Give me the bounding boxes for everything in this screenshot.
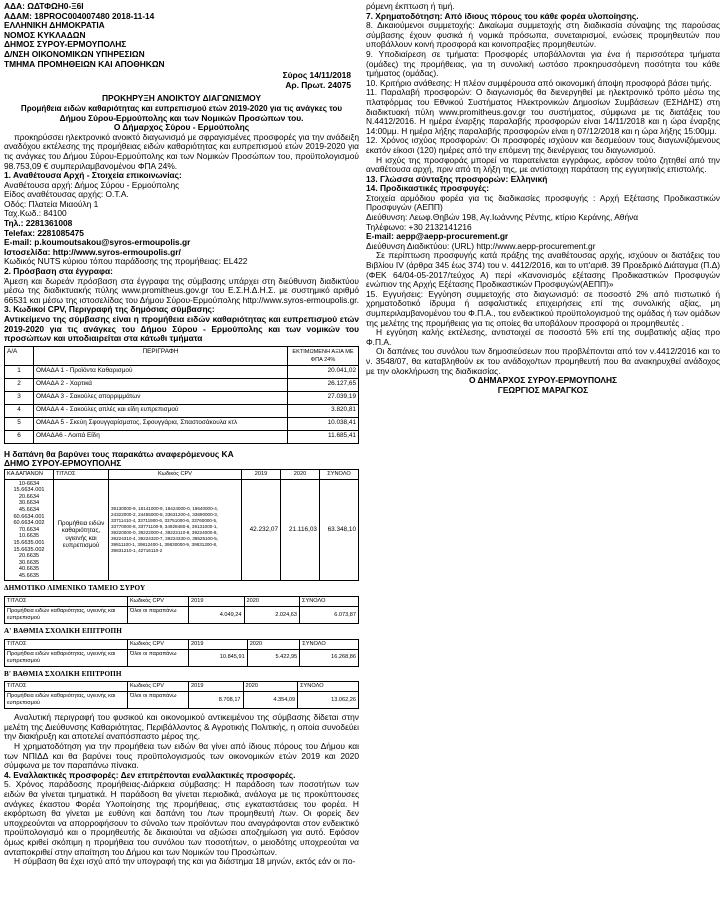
col-header: Α/Α xyxy=(5,346,34,365)
section-2-heading: 2. Πρόσβαση στα έγγραφα: xyxy=(4,266,113,277)
table-header-row xyxy=(5,469,359,479)
country-line: ΕΛΛΗΝΙΚΗ ΔΗΜΟΚΡΑΤΙΑ xyxy=(4,20,105,31)
cell-num: 2 xyxy=(5,378,34,391)
col-header: 2019 xyxy=(189,682,244,692)
section-15b-text: Η εγγύηση καλής εκτέλεσης, αντιστοιχεί σε ποσοστό 5% επί της συμβατικής αξίας προ Φ.Π.Α. xyxy=(366,327,720,347)
table-row xyxy=(5,404,359,417)
ka-code: 15.6635.001 xyxy=(13,539,45,546)
budget-codes-table xyxy=(4,469,359,582)
port-fund-heading: ΔΗΜΟΤΙΚΟ ΛΙΜΕΝΙΚΟ ΤΑΜΕΙΟ ΣΥΡΟΥ xyxy=(4,584,146,593)
cell-value: 27.039,19 xyxy=(288,391,359,404)
section-9-text: 9. Υποδιαίρεση σε τμήματα: Προσφορές υποβάλλονται για ένα ή περισσότερα τμήματα (ομάδες) της προμήθειας, για τη συνολική ωστόσο προκηρυσσόμενη ποσότητα του κάθε τμήματος (ομάδας). xyxy=(366,48,720,79)
ka-heading: Η δαπάνη θα βαρύνει τους παρακάτω αναφερόμενους ΚΑ xyxy=(4,448,234,459)
value-2019-cell: 8.708,17 xyxy=(189,692,244,709)
title-cell: Προμήθεια ειδών καθαριότητας, υγιεινής και ευπρεπισμού xyxy=(5,607,128,624)
section-15c-text: Οι δαπάνες του συνόλου των δημοσιεύσεων που προβλέπονται από τον ν.4412/2016 και το ν. 3548/07, θα καταβληθούν εκ του ανάδοχο/των προμηθευτή που θα ανακηρυχθεί ανάδοχος με την ολοκλήρωση της διαδικασίας. xyxy=(366,346,720,376)
cell-desc: ΟΜΑΔΑ 5 - Σκεύη Σφουγγαρίσματος, Σφουγγάρια, Σπαστοσάκουλα κτλ xyxy=(34,417,288,430)
sec1-line: Τηλ.: 2281361008 xyxy=(4,219,73,229)
table-row xyxy=(5,607,359,624)
col-header: Κωδικός CPV xyxy=(109,469,242,479)
section-3-heading: 3. Κωδικοί CPV, Περιγραφή της δημόσιας σύμβασης: xyxy=(4,304,215,315)
col-header: 2020 xyxy=(281,469,320,479)
lots-table xyxy=(4,346,359,444)
doc-subtitle-2: Δήμου Σύρου-Ερμούπολης και των Νομικών Προσώπων του. xyxy=(59,112,304,123)
value-total-cell: 6.073,87 xyxy=(300,607,359,624)
value-total-cell: 16.268,86 xyxy=(300,649,359,666)
section-15-text: 15. Εγγυήσεις: Εγγύηση συμμετοχής στο διαγωνισμό: σε ποσοστό 2% από πιστωτικό ή χρηματοδοτικό ίδρυμα ή ασφαλιστικές επιχειρήσεις επί της συνολικής αξίας, μη συμπεριλαμβανομένου του Φ.Π.Α., του ενδεικτικού προϋπολογισμού της ομάδας ή των ομάδων της μελέτης της προμήθειας για τις οποίες θα υποβάλουν προσφορά οι προμηθευτές . xyxy=(366,288,720,328)
title-cell: Προμήθεια ειδών καθαριότητας, υγιεινής και ευπρεπισμού xyxy=(5,692,128,709)
col-header: ΚΑ ΔΑΠΑΝΩΝ xyxy=(5,469,54,479)
col-header: ΤΙΤΛΟΣ xyxy=(5,639,128,649)
section-1-heading: 1. Αναθέτουσα Αρχή - Στοιχεία επικοινωνίας: xyxy=(4,170,182,181)
col-header: ΠΕΡΙΓΡΑΦΗ xyxy=(34,346,288,365)
protocol-line: Αρ. Πρωτ. 24075 xyxy=(285,79,351,90)
title-cell: Προμήθεια ειδών καθαριότητας, υγιεινής και ευπρεπισμού xyxy=(5,649,128,666)
ka-codes-cell xyxy=(5,479,54,581)
cell-value: 26.127,65 xyxy=(288,378,359,391)
cell-desc: ΟΜΑΔΑ6 - Λοιπά Είδη xyxy=(34,430,288,443)
section-2-text: Άμεση και δωρεάν πρόσβαση στα έγγραφα της σύμβασης υπάρχει στη διεύθυνση διαδικτύου μέσω της διαδικτυακής πύλης www.promitheus.gov.gr του Ε.Σ.Η.Δ.Η.Σ. με συστημικό αριθμό 66531 και μέσω της ιστοσελίδας του Δήμου Σύρου-Ερμούπολης http://www.syros-ermoupolis.gr. xyxy=(4,275,359,305)
col-header: ΤΙΤΛΟΣ xyxy=(5,597,128,607)
section-11-text: 11. Παραλαβή προσφορών: Ο διαγωνισμός θα διενεργηθεί με ηλεκτρονικό τρόπο μέσω της πλατφόρμας του Εθνικού Συστήματος Ηλεκτρονικών Δημοσίων Συμβάσεων (ΕΣΗΔΗΣ) στη διαδικτυακή πύλη www.promitheus.gov.gr του συστήματος, σύμφωνα με τις διατάξεις του Ν.4412/2016. Η ημέρα έναρξης παραλαβής προσφορών είναι 14/11/2018 και η ώρα έναρξης 14:00μμ. Η ημέρα λήξης παραλαβής προσφορών είναι η 07/12/2018 και η ώρα λήξης 15:00μμ. xyxy=(366,87,720,136)
ka-code: 30.6635 xyxy=(18,559,40,566)
section-10-text: 10. Κριτήριο ανάθεσης: Η πλέον συμφέρουσα από οικονομική άποψη προσφορά βάσει τιμής. xyxy=(366,77,712,88)
value-2020-cell: 2.024,63 xyxy=(244,607,300,624)
value-2020-cell: 4.354,09 xyxy=(243,692,298,709)
sec14-line: Διεύθυνση Διαδικτύου: (URL) http://www.aepp-procurement.gr xyxy=(366,240,596,251)
left-column xyxy=(4,2,359,867)
table-row xyxy=(5,692,359,709)
analysis-paragraph: Αναλυτική περιγραφή του φυσικού και οικονομικού αντικειμένου της σύμβασης δίδεται στην μελέτη της Διεύθυνσης Καθαριότητας, Περιβάλλοντος & Αγροτικής Πολιτικής, η οποία συνοδεύει την διακήρυξη και αποτελεί αναπόσπαστο μέρος της. xyxy=(4,712,359,742)
cell-desc: ΟΜΑΔΑ 4 - Σακούλες απλές και είδη ευπρεπισμού xyxy=(34,404,288,417)
continued-text: ρόμενη έκπτωση ή τιμή. xyxy=(366,1,455,11)
ka-code: 45.6635 xyxy=(18,572,40,579)
doc-subtitle-1: Προμήθεια ειδών καθαριότητας και ευπρεπισμού ετών 2019-2020 για τις ανάγκες του xyxy=(20,103,343,113)
section-7-text: 7. Χρηματοδότηση: Από ίδιους πόρους του κάθε φορέα υλοποίησης. xyxy=(366,10,639,21)
ka-code: 20.6635 xyxy=(18,553,40,560)
ka-subheading: ΔΗΜΟ ΣΥΡΟΥ-ΕΡΜΟΥΠΟΛΗΣ xyxy=(4,458,122,469)
sec1-line: Κωδικός NUTS κύριου τόπου παράδοσης της προμήθειας: EL422 xyxy=(4,257,248,267)
ka-code: 70.6634 xyxy=(18,526,40,533)
col-header: 2020 xyxy=(247,639,300,649)
cell-num: 5 xyxy=(5,417,34,430)
sec14-line: Στοιχεία αρμόδιου φορέα για τις διαδικασίες προσφυγής : Αρχή Εξέτασης Προδικαστικών Προσφυγών (ΑΕΠΠ) xyxy=(366,192,720,213)
port-fund-table xyxy=(4,596,359,624)
cell-value: 3.820,81 xyxy=(288,404,359,417)
table-header-row xyxy=(5,597,359,607)
ka-code: 60.6634.002 xyxy=(13,520,45,527)
ada-line: ΑΔΑ: ΩΔΤΦΩΗ0-Ξ6Ι xyxy=(4,1,84,11)
sec1-line: Είδος αναθέτουσας αρχής: Ο.Τ.Α. xyxy=(4,190,129,200)
col-header: ΣΥΝΟΛΟ xyxy=(320,469,359,479)
value-total-cell: 13.062,26 xyxy=(298,692,359,709)
cpv-cell: 39130000-9, 18141000-9, 18424000-0, 19640000-4, 24322000-2, 24455000-8, 33631200-4, 33690000-3, 33711410-4, 33711900-6, 33751000-6, 33760000-5, 33770000-8, 33771100-9, 34928480-6, 39131000-1, 39220000-0, 39222000-4, 39222110-8, 39224000-8, 39224310-4, 39224320-7, 39224330-0, 39525100-5, 39811100-1, 39812400-1, 39830000-9, 39831200-8, 39831210-1, 42716110-2 xyxy=(109,479,242,581)
table-header-row xyxy=(5,639,359,649)
cell-desc: ΟΜΑΔΑ 1 - Προϊόντα Καθαρισμού xyxy=(34,365,288,378)
sec1-line: Ταχ.Κωδ.: 84100 xyxy=(4,209,67,219)
table-row xyxy=(5,391,359,404)
cell-value: 10.038,41 xyxy=(288,417,359,430)
col-header: Κωδικός CPV xyxy=(128,639,189,649)
cell-num: 3 xyxy=(5,391,34,404)
sec1-line: Telefax: 2281085475 xyxy=(4,228,84,238)
intro-paragraph: προκηρύσσει ηλεκτρονικό ανοικτό διαγωνισμό με σφραγισμένες προσφορές για την ανάδειξη αναδόχου εκτέλεσης της προμήθειας ειδών καθαριότητας και ευπρεπισμού ετών 2019-2020 για τις ανάγκες του Δήμου Σύρου-Ερμούπολης και των Νομικών Προσώπων του, προϋπολογισμού 98.753,09 € συμπεριλαμβανομένου ΦΠΑ 24%. xyxy=(4,131,359,171)
col-header: ΣΥΝΟΛΟ xyxy=(300,597,359,607)
section-8-text: 8. Δικαιούμενοι συμμετοχής: Δικαίωμα συμμετοχής στη διαδικασία σύναψης της παρούσας σύμβασης έχουν φυσικά ή νομικά πρόσωπα, συνεταιρισμοί, ενώσεις προμηθευτών που υποβάλλουν κοινή προσφορά και κοινοπραξίες προμηθευτών. xyxy=(366,20,720,50)
value-2019-cell: 42.232,07 xyxy=(242,479,281,581)
title-cell: Προμήθεια ειδών καθαριότητας, υγιεινής και ευπρεπισμού xyxy=(54,479,109,581)
section-5-text: 5. Χρόνος παράδοσης προμήθειας-Διάρκεια σύμβασης: Η παράδοση των ποσοτήτων των ειδών θα γίνεται τμηματικά. Η παράδοση θα γίνεται περιοδικά, ανάλογα με τις προκύπτουσες ανάγκες έκαστου Φορέα Υλοποίησης της προμήθειας, στις εγκαταστάσεις του φορέα. Η εκφόρτωση θα γίνεται με ευθύνη και δαπάνη του /των προμηθευτή /των. Οι φορείς δεν υποχρεούνται να απορροφήσουν το σύνολο των προϊόντων που αναγράφονται στον ενδεικτικό προϋπολογισμό και ο προμηθευτής δε δικαιούται να αξιώσει αποζημίωση για αυτό. Εφόσον όμως κριθεί σκόπιμη η προμήθεια του συνόλου των ποσοτήτων, ο μειοδότης υποχρεούται να ανταποκριθεί στην απαίτηση του Δήμου και των Νομικών του Προσώπων. xyxy=(4,779,359,857)
cpv-cell: Όλοι οι παραπάνω xyxy=(128,692,189,709)
primary-school-heading: Α' ΒΑΘΜΙΑ ΣΧΟΛΙΚΗ ΕΠΙΤΡΟΠΗ xyxy=(4,627,122,636)
ka-code: 30.6634 xyxy=(18,500,40,507)
municipality-line: ΔΗΜΟΣ ΣΥΡΟΥ-ΕΡΜΟΥΠΟΛΗΣ xyxy=(4,39,127,50)
sec1-line: E-mail: p.koumoutsakou@syros-ermoupolis.gr xyxy=(4,238,191,248)
sec1-line: Αναθέτουσα αρχή: Δήμος Σύρου - Ερμούπολης xyxy=(4,180,180,190)
sec14-line: Διεύθυνση: Λεωφ.Θηβών 198, Αγ.Ιωάννης Ρέντης, κτίριο Κεράνης, Αθήνα xyxy=(366,212,639,223)
table-row xyxy=(5,365,359,378)
section-14b-text: Σε περίπτωση προσφυγής κατά πράξης της αναθέτουσας αρχής, ισχύουν οι διατάξεις του Βιβλίου IV (άρθρα 345 έως 374) του ν. 4412/2016, και το υπ'αριθ. 39 Προεδρικό Διάταγμα (Π.Δ) (ΦΕΚ 64/04-05-2017/τεύχος Α) περί «Κανονισμός εξέτασης Προδικαστικών Προσφυγών ενώπιον της Αρχής Εξέτασης Προδικαστικών Προσφυγών(ΑΕΠΠ)» xyxy=(366,250,720,290)
value-2020-cell: 21.116,03 xyxy=(281,479,320,581)
secondary-school-table xyxy=(4,681,359,709)
ka-code: 60.6634.001 xyxy=(13,513,45,520)
sec14-line: E-mail: aepp@aepp-procurement.gr xyxy=(366,231,509,242)
col-header: 2019 xyxy=(189,639,248,649)
ka-code: 45.6634 xyxy=(18,506,40,513)
section-12b-text: Η ισχύς της προσφοράς μπορεί να παρατείνεται εγγράφως, εφόσον τούτο ζητηθεί από την αναθέτουσα αρχή, πριν από τη λήξη της, με αντίστοιχη παράταση της εγγυητικής επιστολής. xyxy=(366,154,720,175)
funding-paragraph: Η χρηματοδότηση για την προμήθεια των ειδών θα γίνει από ίδιους πόρους του Δήμου και των ΝΠΙΔΔ και θα βαρύνει τους προϋπολογισμούς των οικονομικών ετών 2019 και 2020 σύμφωνα με τον παραπάνω πίνακα. xyxy=(4,741,359,771)
cell-num: 1 xyxy=(5,365,34,378)
signature-title: Ο ΔΗΜΑΡΧΟΣ ΣΥΡΟΥ-ΕΡΜΟΥΠΟΛΗΣ xyxy=(468,375,618,386)
primary-school-table xyxy=(4,639,359,667)
cell-num: 6 xyxy=(5,430,34,443)
cell-value: 20.041,02 xyxy=(288,365,359,378)
mayor-heading: Ο Δήμαρχος Σύρου - Ερμούπολης xyxy=(113,122,250,133)
cpv-cell: Όλοι οι παραπάνω xyxy=(128,607,189,624)
value-2020-cell: 5.422,95 xyxy=(247,649,300,666)
col-header: ΕΚΤΙΜΩΜΕΝΗ ΑΞΙΑ ΜΕ ΦΠΑ 24% xyxy=(288,346,359,365)
section-4-text: 4. Εναλλακτικές προσφορές: Δεν επιτρέπονται εναλλακτικές προσφορές. xyxy=(4,769,296,780)
prefecture-line: ΝΟΜΟΣ ΚΥΚΛΑΔΩΝ xyxy=(4,29,86,40)
doc-title: ΠΡΟΚΗΡΥΞΗ ΑΝΟΙΚΤΟΥ ΔΙΑΓΩΝΙΣΜΟΥ xyxy=(101,93,262,104)
table-header-row xyxy=(5,682,359,692)
ka-code: 10.6635 xyxy=(18,533,40,540)
table-row xyxy=(5,479,359,581)
cell-num: 4 xyxy=(5,404,34,417)
col-header: 2020 xyxy=(243,682,298,692)
cpv-cell: Όλοι οι παραπάνω xyxy=(128,649,189,666)
cell-value: 11.685,41 xyxy=(288,430,359,443)
section-14-heading: 14. Προδικαστικές προσφυγές: xyxy=(366,183,490,194)
ka-code: 15.6634.001 xyxy=(13,487,45,494)
section-3-text: Αντικείμενο της σύμβασης είναι η προμήθεια ειδών καθαριότητας και ευπρεπισμού ετών 2019-2020 για τις ανάγκες του Δήμου Σύρου - Ερμούπολης και των νομικών του προσώπων και υποδιαιρείται στα κάτωθι τμήματα xyxy=(4,314,359,344)
section-13-text: 13. Γλώσσα σύνταξης προσφορών: Ελληνική xyxy=(366,173,548,184)
table-row xyxy=(5,378,359,391)
section-12-text: 12. Χρόνος ισχύος προσφορών: Οι προσφορές ισχύουν και δεσμεύουν τους διαγωνιζόμενους εκατόν είκοσι (120) ημέρες από την επόμενη της διενέργειας του διαγωνισμού. xyxy=(366,135,720,155)
cell-desc: ΟΜΑΔΑ 3 - Σακούλες απορριμμάτων xyxy=(34,391,288,404)
ka-code: 15.6635.002 xyxy=(13,546,45,553)
value-total-cell: 63.348,10 xyxy=(320,479,359,581)
header-block xyxy=(4,2,359,69)
value-2019-cell: 10.845,91 xyxy=(189,649,248,666)
ka-code: 40.6635 xyxy=(18,566,40,573)
sec1-line: Οδός: Πλατεία Μιαούλη 1 xyxy=(4,199,99,209)
col-header: ΣΥΝΟΛΟ xyxy=(300,639,359,649)
department-line: ΤΜΗΜΑ ΠΡΟΜΗΘΕΙΩΝ ΚΑΙ ΑΠΟΘΗΚΩΝ xyxy=(4,58,165,69)
table-row xyxy=(5,430,359,443)
value-2019-cell: 4.049,24 xyxy=(189,607,245,624)
duration-paragraph: Η σύμβαση θα έχει ισχύ από την υπογραφή της και για διάστημα 18 μηνών, εκτός εάν οι πο- xyxy=(14,856,356,867)
col-header: 2019 xyxy=(242,469,281,479)
col-header: Κωδικός CPV xyxy=(128,682,189,692)
table-row xyxy=(5,649,359,666)
directorate-line: Δ/ΝΣΗ ΟΙΚΟΝΟΜΙΚΩΝ ΥΠΗΡΕΣΙΩΝ xyxy=(4,48,145,59)
date-line: Σύρος 14/11/2018 xyxy=(282,70,351,81)
right-column xyxy=(366,2,720,395)
section-1-list xyxy=(4,181,359,267)
col-header: ΣΥΝΟΛΟ xyxy=(298,682,359,692)
ka-code: 10-6634 xyxy=(18,480,40,487)
col-header: ΤΙΤΛΟΣ xyxy=(5,682,128,692)
secondary-school-heading: Β' ΒΑΘΜΙΑ ΣΧΟΛΙΚΗ ΕΠΙΤΡΟΠΗ xyxy=(4,669,122,678)
col-header: 2019 xyxy=(189,597,245,607)
col-header: ΤΙΤΛΟΣ xyxy=(54,469,109,479)
signature-name: ΓΕΩΡΓΙΟΣ ΜΑΡΑΓΚΟΣ xyxy=(497,384,589,395)
table-header-row xyxy=(5,346,359,365)
col-header: 2020 xyxy=(244,597,300,607)
cell-desc: ΟΜΑΔΑ 2 - Χαρτικά xyxy=(34,378,288,391)
table-row xyxy=(5,417,359,430)
sec14-line: Τηλέφωνο: +30 2132141216 xyxy=(366,221,472,232)
ka-code: 20.6634 xyxy=(18,493,40,500)
col-header: Κωδικός CPV xyxy=(128,597,189,607)
sec1-line: Ιστοσελίδα: http://www.syros-ermoupolis.gr/ xyxy=(4,247,181,257)
adam-line: ΑΔΑΜ: 18PROC004007480 2018-11-14 xyxy=(4,10,155,21)
